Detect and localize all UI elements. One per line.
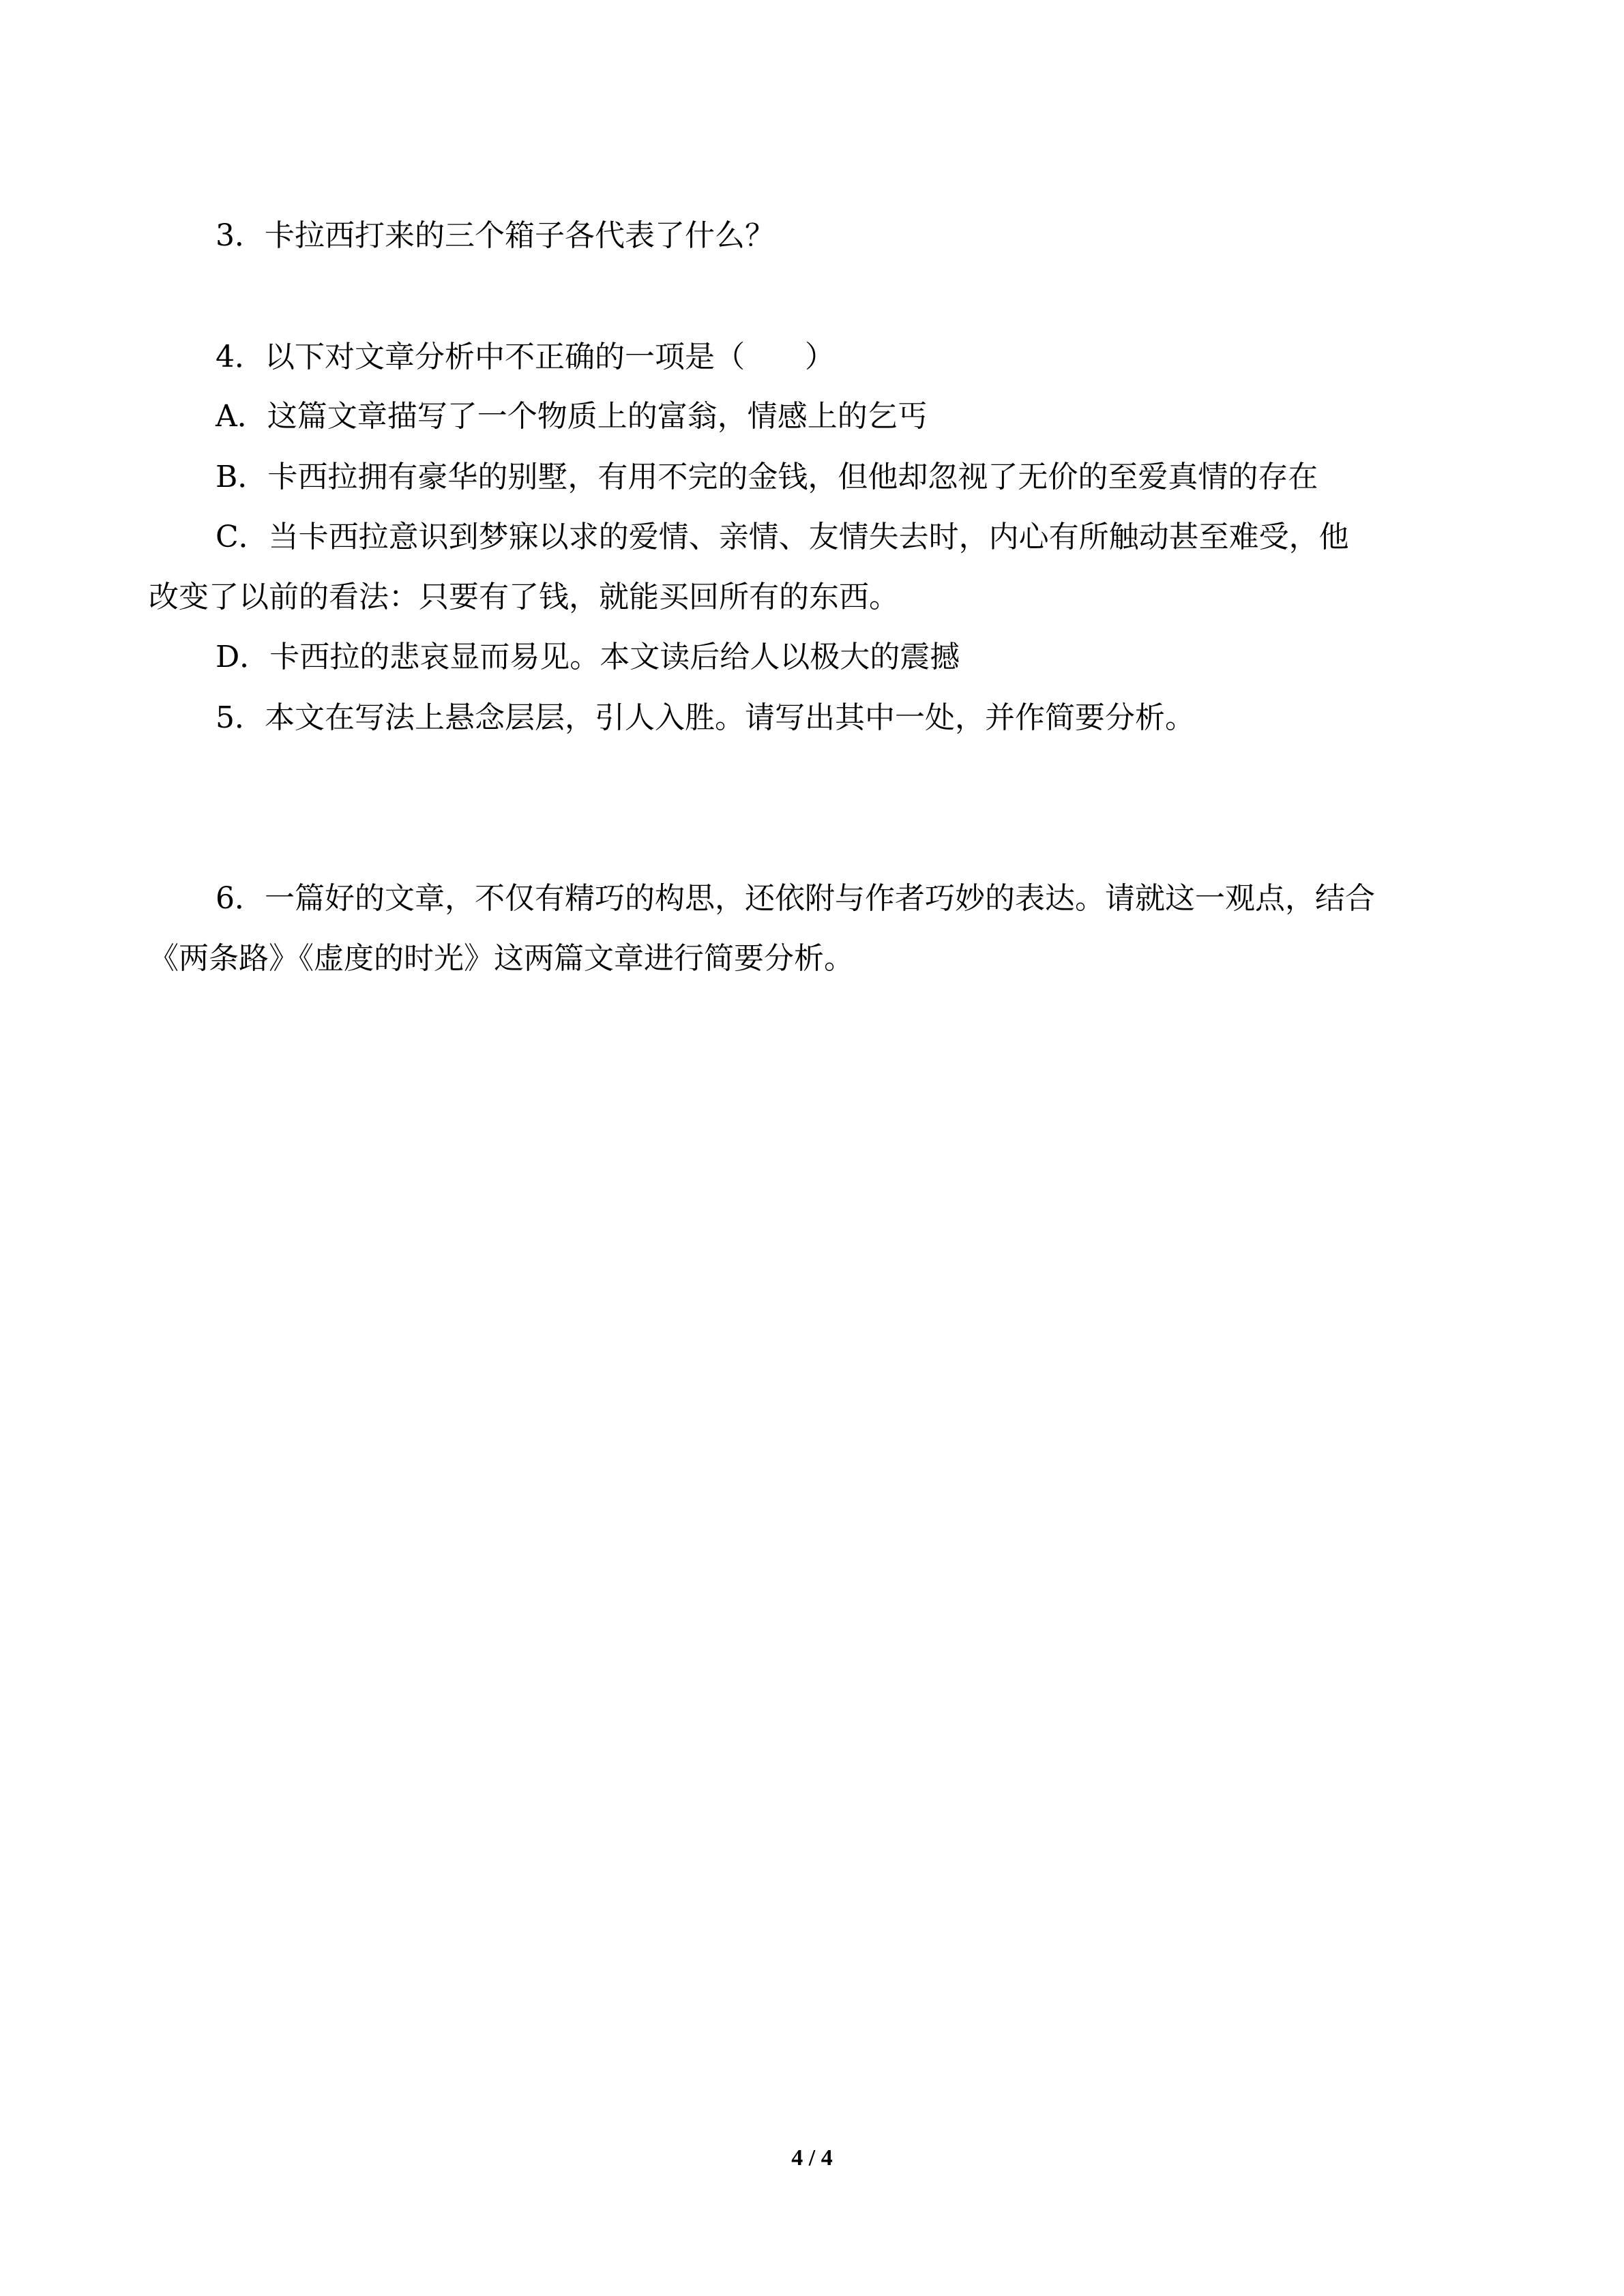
question-6: 6．一篇好的文章，不仅有精巧的构思，还依附与作者巧妙的表达。请就这一观点，结合: [216, 881, 1375, 916]
page-number: 4 / 4: [791, 2145, 833, 2171]
question-4-option-c: C．当卡西拉意识到梦寐以求的爱情、亲情、友情失去时，内心有所触动甚至难受，他: [216, 520, 1349, 554]
question-3: 3．卡拉西打来的三个箱子各代表了什么？: [216, 218, 775, 253]
question-5: 5．本文在写法上悬念层层，引人入胜。请写出其中一处，并作简要分析。: [216, 700, 1195, 735]
question-4-option-d: D．卡西拉的悲哀显而易见。本文读后给人以极大的震撼: [216, 640, 960, 674]
question-4: 4．以下对文章分析中不正确的一项是（ ）: [216, 340, 835, 374]
question-6-continued: 《两条路》《虚度的时光》这两篇文章进行简要分析。: [149, 941, 854, 976]
question-4-option-b: B．卡西拉拥有豪华的别墅，有用不完的金钱，但他却忽视了无价的至爱真情的存在: [216, 460, 1318, 494]
question-4-option-a: A．这篇文章描写了一个物质上的富翁，情感上的乞丐: [216, 399, 928, 434]
question-4-option-c-continued: 改变了以前的看法：只要有了钱，就能买回所有的东西。: [149, 580, 899, 614]
